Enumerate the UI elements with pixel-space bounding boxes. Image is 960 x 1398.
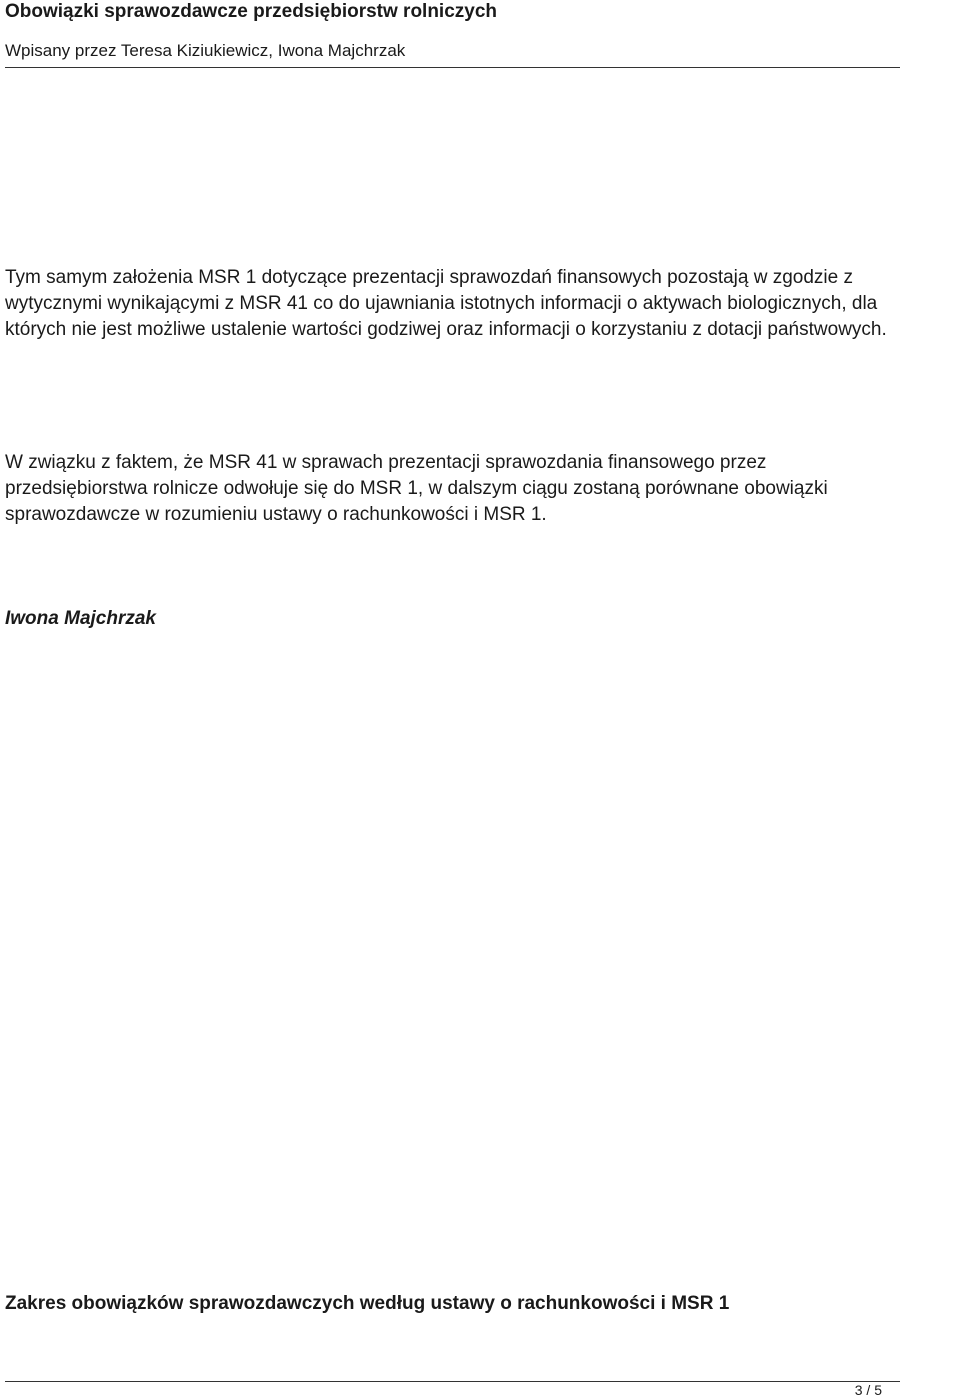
paragraph-msr1-presentation: Tym samym założenia MSR 1 dotyczące prezentacji sprawozdań finansowych pozostają w zgodzie z wytycznymi wynikającymi z MSR 41 co do ujawniania istotnych informacji o aktywach biologicznych, dla których nie jest możliwe ustalenie wartości godziwej oraz informacji o korzystaniu z dotacji państwowych. (5, 267, 887, 340)
missing-glyph-text-block (5, 604, 960, 634)
author-name: Iwona Majchrzak (5, 608, 156, 629)
footer-divider (5, 1381, 900, 1382)
header-divider (5, 67, 900, 68)
document-title: Obowiązki sprawozdawcze przedsiębiorstw rolniczych (5, 1, 498, 22)
page-header (5, 0, 900, 62)
author-byline (5, 604, 960, 634)
page-number: 3 / 5 (854, 1382, 882, 1398)
section-heading: Zakres obowiązków sprawozdawczych według ustawy o rachunkowości i MSR 1 (5, 1293, 730, 1314)
document-authors: Wpisany przez Teresa Kiziukiewicz, Iwona Majchrzak (5, 41, 406, 60)
paragraph-msr41-reference: W związku z faktem, że MSR 41 w sprawach prezentacji sprawozdania finansowego przez przedsiębiorstwa rolnicze odwołuje się do MSR 1, w dalszym ciągu zostaną porównane obowiązki sprawozdawcze w rozumieniu ustawy o rachunkowości i MSR 1. (5, 452, 828, 525)
